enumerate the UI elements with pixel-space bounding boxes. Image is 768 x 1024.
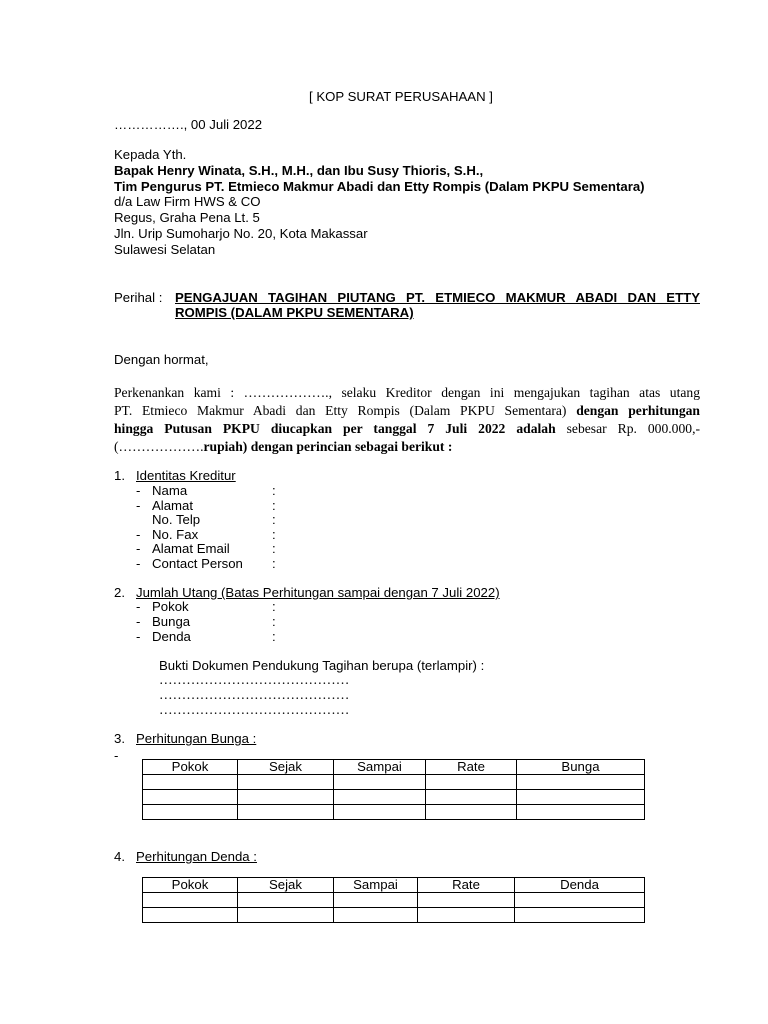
table-header-row	[143, 760, 645, 775]
subject-line-1: PENGAJUAN TAGIHAN PIUTANG PT. ETMIECO MAKMUR ABADI DAN ETTY	[175, 290, 700, 305]
stray-dash: -	[114, 748, 119, 763]
field-dash: -	[136, 614, 141, 629]
table-header-cell: Rate	[418, 878, 515, 893]
body-line-1	[114, 384, 700, 402]
body-paragraph	[114, 384, 700, 456]
section-3-title: Perhitungan Bunga :	[136, 731, 257, 746]
body-line-2	[114, 402, 700, 420]
penalty-table	[142, 877, 645, 923]
field-dash: -	[136, 541, 141, 557]
table-row	[143, 908, 645, 923]
field-colon: :	[272, 497, 276, 513]
section-2-number: 2.	[114, 585, 125, 600]
body-line-4	[114, 438, 700, 456]
body-line-2-bold: dengan perhitungan	[576, 403, 700, 418]
evidence-label: Bukti Dokumen Pendukung Tagihan berupa (terlampir) :	[159, 658, 485, 673]
field-colon: :	[272, 483, 276, 498]
recipient-team: Tim Pengurus PT. Etmieco Makmur Abadi dan Etty Rompis (Dalam PKPU Sementara)	[114, 179, 645, 194]
table-header-cell: Pokok	[143, 878, 238, 893]
table-cell[interactable]	[334, 893, 418, 908]
table-cell[interactable]	[418, 893, 515, 908]
field-label: Denda	[152, 629, 191, 644]
field-colon: :	[272, 614, 276, 629]
table-cell[interactable]	[517, 790, 645, 805]
field-dash: -	[136, 556, 141, 571]
field-label: Nama	[152, 483, 188, 498]
table-cell[interactable]	[334, 790, 426, 805]
field-colon: :	[272, 526, 276, 542]
field-label: Pokok	[152, 599, 189, 614]
field-dash: -	[136, 599, 141, 614]
table-cell[interactable]	[334, 775, 426, 790]
field-label: Contact Person	[152, 556, 243, 571]
evidence-line: ……………………………………	[159, 672, 350, 687]
recipient-salutation: Kepada Yth.	[114, 147, 187, 162]
table-cell[interactable]	[418, 908, 515, 923]
field-dash: -	[136, 629, 141, 644]
section-4-number: 4.	[114, 849, 125, 864]
table-cell[interactable]	[238, 775, 334, 790]
table-cell[interactable]	[143, 775, 238, 790]
field-dash: -	[136, 526, 141, 542]
field-dash: -	[136, 497, 141, 513]
field-colon: :	[272, 541, 276, 557]
table-header-cell: Denda	[515, 878, 645, 893]
field-label: No. Fax	[152, 526, 199, 542]
table-cell[interactable]	[334, 908, 418, 923]
table-cell[interactable]	[517, 775, 645, 790]
table-header-cell: Bunga	[517, 760, 645, 775]
recipient-region: Sulawesi Selatan	[114, 242, 216, 257]
letterhead-placeholder: [ KOP SURAT PERUSAHAAN ]	[309, 89, 493, 104]
table-header-cell: Rate	[426, 760, 517, 775]
table-row	[143, 805, 645, 820]
section-4-title: Perhitungan Denda :	[136, 849, 257, 864]
table-cell[interactable]	[515, 893, 645, 908]
table-cell[interactable]	[515, 908, 645, 923]
evidence-line: ……………………………………	[159, 687, 350, 702]
section-2-title: Jumlah Utang (Batas Perhitungan sampai dengan 7 Juli 2022)	[136, 585, 500, 600]
table-header-cell: Sampai	[334, 760, 426, 775]
table-cell[interactable]	[426, 790, 517, 805]
field-colon: :	[272, 629, 276, 644]
field-dash: -	[136, 483, 141, 498]
recipient-address-1: Regus, Graha Pena Lt. 5	[114, 210, 260, 225]
table-header-row	[143, 878, 645, 893]
section-1-title: Identitas Kreditur	[136, 468, 236, 483]
body-line-2-text: PT. Etmieco Makmur Abadi dan Etty Rompis (Dalam PKPU Sementara)	[114, 403, 577, 418]
section-1-number: 1.	[114, 468, 125, 483]
subject-label: Perihal :	[114, 290, 163, 305]
table-row	[143, 893, 645, 908]
field-colon: :	[272, 512, 276, 528]
field-label: Alamat	[152, 497, 194, 513]
recipient-address-2: Jln. Urip Sumoharjo No. 20, Kota Makassar	[114, 226, 368, 241]
table-header-cell: Sampai	[334, 878, 418, 893]
subject-line-2: ROMPIS (DALAM PKPU SEMENTARA)	[175, 305, 414, 320]
date-line: ……………., 00 Juli 2022	[114, 117, 263, 132]
table-header-cell: Sejak	[238, 760, 334, 775]
table-cell[interactable]	[238, 790, 334, 805]
table-cell[interactable]	[143, 805, 238, 820]
table-cell[interactable]	[143, 908, 238, 923]
table-cell[interactable]	[143, 893, 238, 908]
section-3-number: 3.	[114, 731, 125, 746]
body-line-4-text: (……………….	[114, 439, 204, 454]
body-line-3	[114, 420, 700, 438]
field-colon: :	[272, 556, 276, 571]
table-cell[interactable]	[238, 893, 334, 908]
field-label: Alamat Email	[152, 541, 230, 557]
recipient-firm: d/a Law Firm HWS & CO	[114, 194, 261, 209]
field-label: No. Telp	[152, 512, 201, 528]
body-line-4-bold: rupiah) dengan perincian sebagai berikut :	[203, 439, 453, 454]
table-header-cell: Sejak	[238, 878, 334, 893]
table-cell[interactable]	[426, 805, 517, 820]
field-label: Bunga	[152, 614, 191, 629]
recipient-name: Bapak Henry Winata, S.H., M.H., dan Ibu Susy Thioris, S.H.,	[114, 163, 484, 178]
table-cell[interactable]	[426, 775, 517, 790]
table-cell[interactable]	[143, 790, 238, 805]
table-cell[interactable]	[334, 805, 426, 820]
body-line-3-bold: hingga Putusan PKPU diucapkan per tanggal 7 Juli 2022 adalah	[114, 421, 556, 436]
body-line-1-text: Perkenankan kami : ………………., selaku Kreditor dengan ini mengajukan tagihan atas utang	[114, 385, 700, 400]
table-row	[143, 775, 645, 790]
table-cell[interactable]	[238, 908, 334, 923]
table-row	[143, 790, 645, 805]
greeting: Dengan hormat,	[114, 352, 209, 367]
table-header-cell: Pokok	[143, 760, 238, 775]
field-colon: :	[272, 599, 276, 614]
evidence-line: ……………………………………	[159, 702, 350, 717]
interest-table	[142, 759, 645, 820]
table-cell[interactable]	[238, 805, 334, 820]
table-cell[interactable]	[517, 805, 645, 820]
body-line-3-text: sebesar Rp. 000.000,-	[555, 421, 700, 436]
